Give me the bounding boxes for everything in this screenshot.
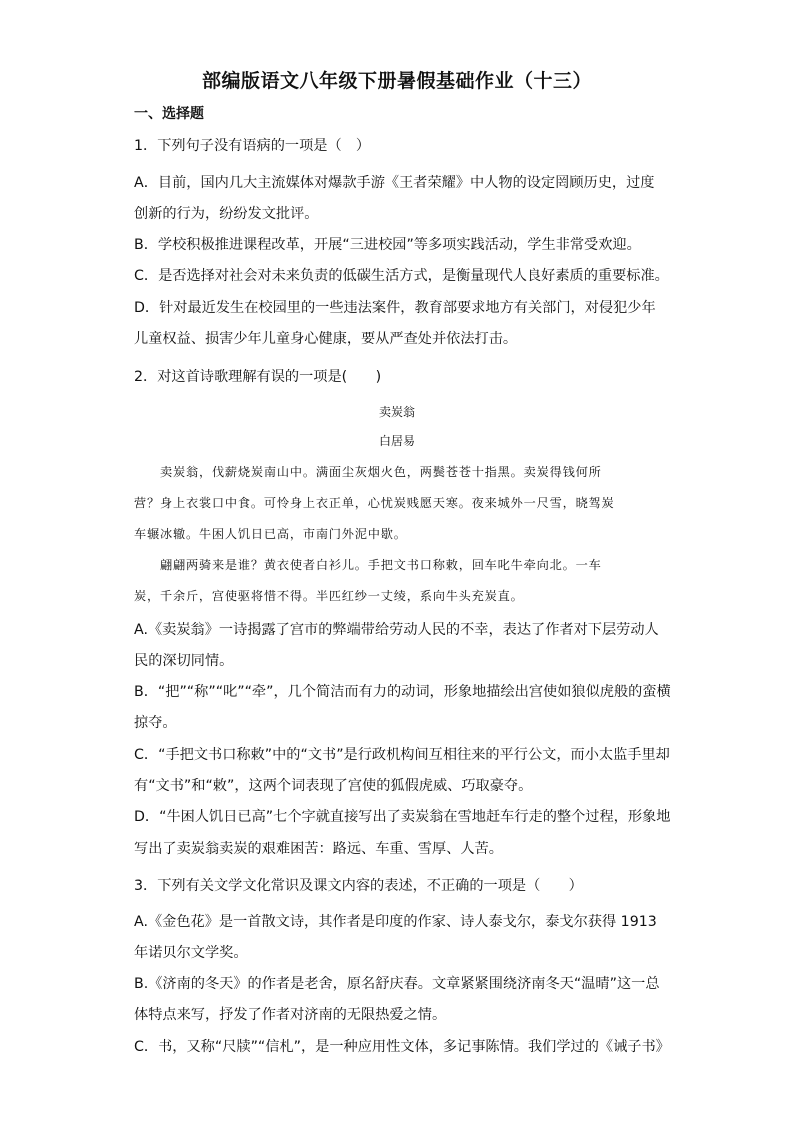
section-heading: 一、选择题 bbox=[134, 106, 204, 122]
question-1-option-c: C．是否选择对社会对未来负责的低碳生活方式，是衡量现代人良好素质的重要标准。 bbox=[134, 268, 669, 284]
question-3-option-b: B.《济南的冬天》的作者是老舍，原名舒庆春。文章紧紧围绕济南冬天“温晴”这一总 bbox=[134, 976, 660, 992]
poem-author: 白居易 bbox=[378, 434, 415, 448]
question-3-option-a: A.《金色花》是一首散文诗，其作者是印度的作家、诗人泰戈尔，泰戈尔获得 1913 bbox=[134, 914, 657, 930]
question-2-stem: 2．对这首诗歌理解有误的一项是( ) bbox=[134, 369, 382, 385]
question-2-option-c: C．“手把文书口称敕”中的“文书”是行政机构间互相往来的平行公文，而小太监手里却 bbox=[134, 747, 670, 763]
question-1-option-d-cont: 儿童权益、损害少年儿童身心健康，要从严查处并依法打击。 bbox=[134, 331, 518, 347]
poem-line: 翩翩两骑来是谁？黄衣使者白衫儿。手把文书口称敕，回车叱牛牵向北。一车 bbox=[160, 558, 602, 572]
question-2-option-b: B．“把”“称”“叱”“牵”，几个简洁而有力的动词，形象地描绘出宫使如狼似虎般的蛮横 bbox=[134, 684, 671, 700]
poem-title: 卖炭翁 bbox=[378, 405, 415, 419]
question-2-option-b-cont: 掠夺。 bbox=[134, 715, 177, 731]
poem-line: 车辗冰辙。牛困人饥日已高，市南门外泥中歇。 bbox=[134, 527, 407, 541]
poem-line: 卖炭翁，伐薪烧炭南山中。满面尘灰烟火色，两鬓苍苍十指黑。卖炭得钱何所 bbox=[160, 465, 602, 479]
question-1-option-b: B．学校积极推进课程改革，开展“三进校园”等多项实践活动，学生非常受欢迎。 bbox=[134, 237, 641, 253]
question-1-option-a-cont: 创新的行为，纷纷发文批评。 bbox=[134, 206, 319, 222]
question-2-option-c-cont: 有“文书”和“敕”，这两个词表现了宫使的狐假虎威、巧取豪夺。 bbox=[134, 778, 533, 794]
question-2-option-d: D．“牛困人饥日已高”七个字就直接写出了卖炭翁在雪地赶车行走的整个过程，形象地 bbox=[134, 809, 671, 825]
question-1-option-d: D．针对最近发生在校园里的一些违法案件，教育部要求地方有关部门，对侵犯少年 bbox=[134, 300, 656, 316]
poem-line: 营？身上衣裳口中食。可怜身上衣正单，心忧炭贱愿天寒。夜来城外一尺雪，晓驾炭 bbox=[134, 496, 615, 510]
poem-line: 炭，千余斤，宫使驱将惜不得。半匹红纱一丈绫，系向牛头充炭直。 bbox=[134, 589, 524, 603]
question-3-stem: 3．下列有关文学文化常识及课文内容的表述，不正确的一项是（ ） bbox=[134, 878, 583, 894]
page-title: 部编版语文八年级下册暑假基础作业（十三） bbox=[201, 70, 592, 92]
question-2-option-a: A.《卖炭翁》一诗揭露了宫市的弊端带给劳动人民的不幸，表达了作者对下层劳动人 bbox=[134, 622, 659, 638]
question-1-option-a: A．目前，国内几大主流媒体对爆款手游《王者荣耀》中人物的设定罔顾历史，过度 bbox=[134, 175, 655, 191]
question-2-option-d-cont: 写出了卖炭翁卖炭的艰难困苦：路远、车重、雪厚、人苦。 bbox=[134, 841, 503, 857]
question-1-stem: 1．下列句子没有语病的一项是（ ） bbox=[134, 138, 371, 154]
question-3-option-b-cont: 体特点来写，抒发了作者对济南的无限热爱之情。 bbox=[134, 1007, 447, 1023]
question-3-option-a-cont: 年诺贝尔文学奖。 bbox=[134, 945, 248, 961]
question-3-option-c: C．书，又称“尺牍”“信札”，是一种应用性文体，多记事陈情。我们学过的《诫子书》 bbox=[134, 1039, 670, 1055]
question-2-option-a-cont: 民的深切同情。 bbox=[134, 653, 234, 669]
